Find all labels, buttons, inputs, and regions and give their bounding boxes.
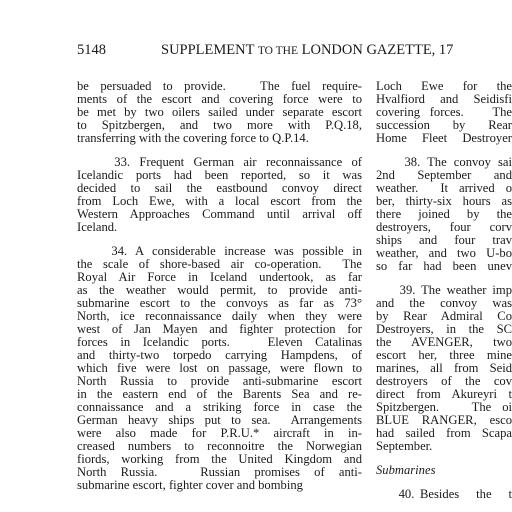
text-line: ships and four trav bbox=[376, 233, 512, 247]
text-line: BLUE RANGER, esco bbox=[376, 413, 512, 427]
left-column bbox=[77, 80, 362, 492]
paragraph-r1 bbox=[376, 80, 512, 145]
text-line: connaissance and a striking force in case the bbox=[77, 400, 362, 414]
text-line: to Spitzbergen, and two more with P.Q.18, bbox=[77, 118, 362, 132]
paragraph-p34 bbox=[77, 245, 362, 492]
text-line: which five were lost on passage, were flown to bbox=[77, 361, 362, 375]
text-line: destroyers, four corv bbox=[376, 220, 512, 234]
text-line: be persuaded to provide. The fuel require- bbox=[77, 79, 362, 93]
title-supplement: SUPPLEMENT bbox=[161, 42, 255, 58]
text-line: by Rear Admiral Co bbox=[376, 309, 512, 323]
text-line: weather. It arrived o bbox=[376, 181, 512, 195]
right-column bbox=[376, 80, 512, 501]
text-line: Iceland. bbox=[77, 220, 118, 234]
text-line: Loch Ewe for the bbox=[376, 80, 512, 93]
text-line: there joined by the bbox=[376, 207, 512, 221]
text-line: North, ice reconnaissance daily when they were bbox=[77, 309, 362, 323]
text-line: North Russia to provide anti-submarine escort bbox=[77, 374, 362, 388]
text-line: Home Fleet Destroyer bbox=[376, 131, 512, 145]
text-line: and the convoy was bbox=[376, 296, 512, 310]
text-line: ber, thirty-six hours as bbox=[376, 194, 512, 208]
text-line: be met by two oilers sailed under separate escort bbox=[77, 105, 362, 119]
text-line: Destroyers, in the SC bbox=[376, 322, 512, 336]
section-heading: Submarines bbox=[376, 463, 436, 477]
text-line: German heavy ships put to sea. Arrangements bbox=[77, 413, 362, 427]
text-line: were also made for P.R.U.* aircraft in in- bbox=[77, 426, 362, 440]
text-line: 38. The convoy sai bbox=[376, 155, 512, 169]
text-line: escort her, three mine bbox=[376, 348, 512, 362]
text-line: weather, and two U-bo bbox=[376, 246, 512, 260]
text-line: 40. Besides the t bbox=[376, 487, 512, 501]
text-line: had sailed from Scapa bbox=[376, 426, 512, 440]
paragraph-r40 bbox=[376, 488, 512, 501]
text-line: and thirty-two torpedo carrying Hampdens, of bbox=[77, 348, 362, 362]
text-line: 33. Frequent German air reconnaissance of bbox=[77, 155, 362, 169]
title-rest: LONDON GAZETTE, 17 bbox=[301, 42, 454, 58]
text-line: North Russia. Russian promises of anti- bbox=[77, 465, 362, 479]
text-line: marines, all from Seid bbox=[376, 361, 512, 375]
text-line: creased numbers to reconnoitre the Norwegian bbox=[77, 439, 362, 453]
text-line: September. bbox=[376, 439, 433, 453]
text-line: covering forces. The bbox=[376, 105, 512, 119]
page-number: 5148 bbox=[77, 42, 106, 58]
text-line: succession by Rear bbox=[376, 118, 512, 132]
text-line: forces in Icelandic ports. Eleven Catalinas bbox=[77, 335, 362, 349]
text-line: Hvalfiord and Seidisfi bbox=[376, 92, 512, 106]
text-line: west of Jan Mayen and fighter protection for bbox=[77, 322, 362, 336]
text-line: decided to sail the eastbound convoy direct bbox=[77, 181, 362, 195]
text-line: the AVENGER, two bbox=[376, 335, 512, 349]
text-line: Western Approaches Command until arrival off bbox=[77, 207, 362, 221]
text-line: Icelandic ports had been reported, so it was bbox=[77, 168, 362, 182]
text-line: direct from Akureyri t bbox=[376, 387, 512, 401]
text-line: submarine escort, fighter cover and bombing bbox=[77, 478, 303, 492]
text-line: fiords, working from the United Kingdom and bbox=[77, 452, 362, 466]
text-line: Spitzbergen. The oi bbox=[376, 400, 512, 414]
text-line: from Loch Ewe, with a local escort from the bbox=[77, 194, 362, 208]
text-line: so far had been unev bbox=[376, 259, 512, 273]
text-line: as the weather would permit, to provide anti- bbox=[77, 283, 362, 297]
gazette-title bbox=[161, 42, 453, 59]
text-line: in the eastern end of the Barents Sea and re- bbox=[77, 387, 362, 401]
text-line: 34. A considerable increase was possible in bbox=[77, 244, 362, 258]
paragraph-rsub bbox=[376, 464, 512, 477]
paragraph-r39 bbox=[376, 284, 512, 453]
text-line: ments of the escort and covering force were to bbox=[77, 92, 362, 106]
text-line: 2nd September and bbox=[376, 168, 512, 182]
text-line: the scale of shore-based air co-operation. The bbox=[77, 257, 362, 271]
text-line: destroyers of the cov bbox=[376, 374, 512, 388]
paragraph-p33 bbox=[77, 156, 362, 234]
text-line: Royal Air Force in Iceland undertook, as far bbox=[77, 270, 362, 284]
text-line: submarine escort to the convoys as far as 73° bbox=[77, 296, 362, 310]
title-to-the: TO THE bbox=[257, 45, 298, 57]
paragraph-p32 bbox=[77, 80, 362, 145]
paragraph-r38 bbox=[376, 156, 512, 273]
text-line: transferring with the covering force to Q.P.14. bbox=[77, 131, 309, 145]
text-line: 39. The weather imp bbox=[376, 283, 512, 297]
